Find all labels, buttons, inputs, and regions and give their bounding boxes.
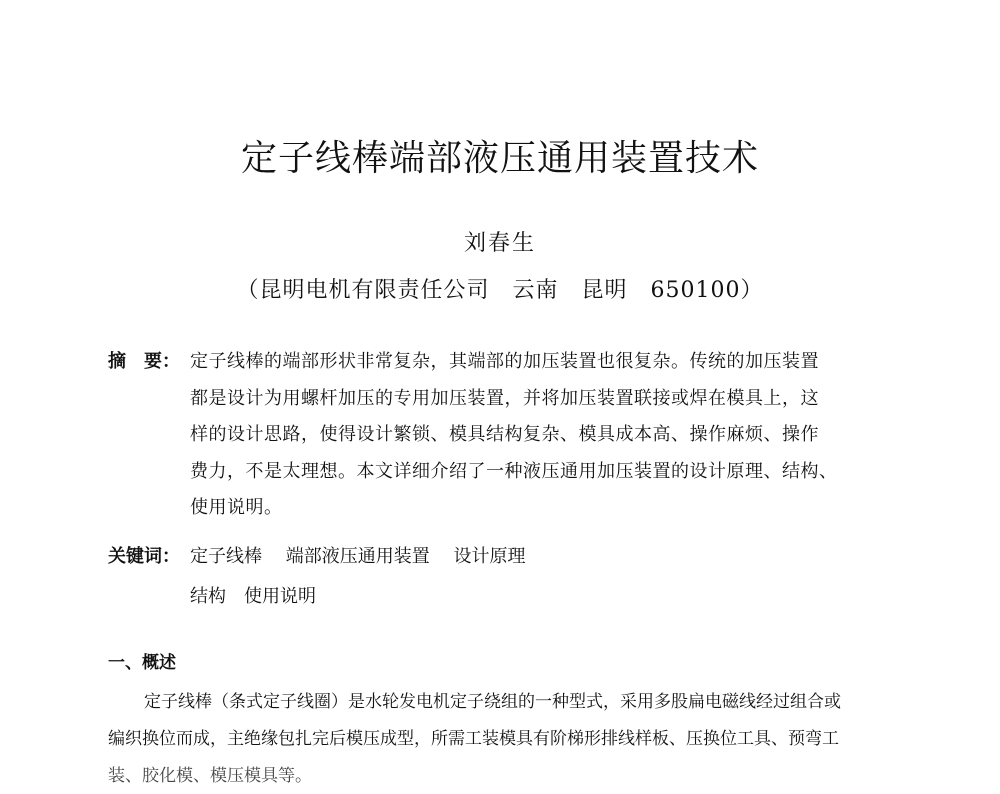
body-line-cut: 装、胶化模、模压模具等。 <box>108 766 312 786</box>
section-body <box>108 684 893 786</box>
keywords-line: 结构 使用说明 <box>190 586 316 607</box>
keywords-text <box>190 539 525 619</box>
author-affiliation: （昆明电机有限责任公司 云南 昆明 650100） <box>236 278 764 303</box>
keywords-line: 定子线棒 端部液压通用装置 设计原理 <box>190 546 526 567</box>
abstract-line: 都是设计为用螺杆加压的专用加压装置，并将加压装置联接或焊在模具上，这 <box>190 387 819 409</box>
paper-title: 定子线棒端部液压通用装置技术 <box>240 138 759 179</box>
body-line: 编织换位而成，主绝缘包扎完后模压成型，所需工装模具有阶梯形排线样板、压换位工具、预弯工 <box>108 729 839 749</box>
abstract-text <box>190 344 890 527</box>
abstract-line: 样的设计思路，使得设计繁锁、模具结构复杂、模具成本高、操作麻烦、操作 <box>190 424 819 445</box>
abstract-line: 费力，不是太理想。本文详细介绍了一种液压通用加压装置的设计原理、结构、 <box>190 460 838 482</box>
abstract-line: 使用说明。 <box>190 497 283 518</box>
section-heading: 一、概述 <box>108 653 176 673</box>
abstract-line: 定子线棒的端部形状非常复杂，其端部的加压装置也很复杂。传统的加压装置 <box>190 351 819 372</box>
abstract-label: 摘 要： <box>108 351 180 372</box>
body-line: 定子线棒（条式定子线圈）是水轮发电机定子绕组的一种型式，采用多股扁电磁线经过组合或 <box>144 692 841 712</box>
author-name: 刘春生 <box>463 231 536 256</box>
keywords-label: 关键词： <box>108 546 180 567</box>
